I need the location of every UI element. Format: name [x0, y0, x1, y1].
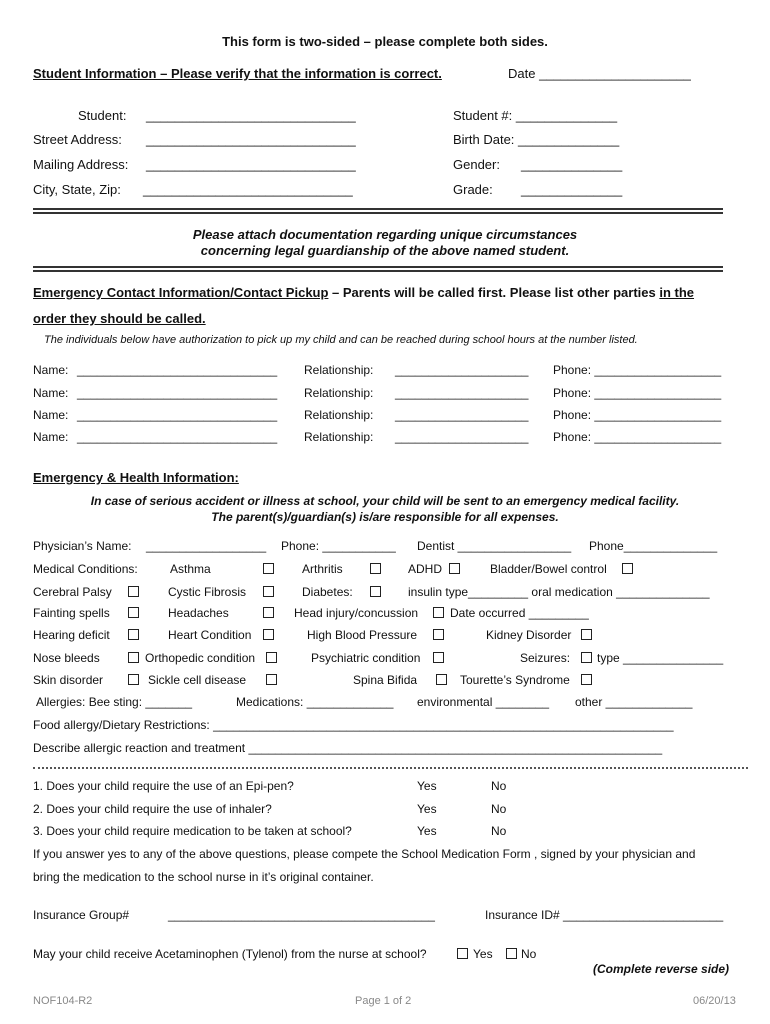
- contact-relationship-field[interactable]: ____________________: [395, 408, 529, 422]
- street-address-field[interactable]: _____________________________: [146, 132, 356, 147]
- tourettes-checkbox[interactable]: [581, 674, 592, 685]
- skin-disorder-checkbox[interactable]: [128, 674, 139, 685]
- health-note-line2: The parent(s)/guardian(s) is/are responsible for all expenses.: [211, 510, 559, 524]
- psychiatric-checkbox[interactable]: [433, 652, 444, 663]
- hearing-deficit-checkbox[interactable]: [128, 629, 139, 640]
- contact-relationship-field[interactable]: ____________________: [395, 363, 529, 377]
- city-state-zip-field[interactable]: _____________________________: [143, 182, 353, 197]
- contact-relationship-label: Relationship:: [304, 408, 374, 422]
- kidney-disorder-checkbox[interactable]: [581, 629, 592, 640]
- dotted-divider: [33, 767, 748, 769]
- epipen-yes[interactable]: Yes: [417, 779, 437, 793]
- emergency-contact-instructions: – Parents will be called first. Please list other parties: [328, 285, 660, 300]
- student-label: Student:: [78, 108, 127, 123]
- contact-name-field[interactable]: ______________________________: [77, 386, 278, 400]
- fainting-label: Fainting spells: [33, 606, 110, 620]
- form-code: NOF104-R2: [33, 995, 93, 1007]
- inhaler-no[interactable]: No: [491, 802, 507, 816]
- emergency-contact-heading: Emergency Contact Information/Contact Pickup: [33, 285, 329, 300]
- contact-relationship-label: Relationship:: [304, 430, 374, 444]
- contact-relationship-field[interactable]: ____________________: [395, 430, 529, 444]
- street-address-label: Street Address:: [33, 132, 122, 147]
- gender-field[interactable]: ______________: [521, 157, 623, 172]
- adhd-label: ADHD: [408, 562, 443, 576]
- headaches-checkbox[interactable]: [263, 607, 274, 618]
- medications-field[interactable]: Medications: _____________: [236, 695, 394, 709]
- insurance-group-field[interactable]: ________________________________________: [168, 908, 435, 922]
- health-note-line1: In case of serious accident or illness at school, your child will be sent to an emergency medical facility.: [90, 494, 680, 508]
- insurance-id-field[interactable]: Insurance ID# ________________________: [485, 908, 724, 922]
- contact-name-field[interactable]: ______________________________: [77, 430, 278, 444]
- contact-name-field[interactable]: ______________________________: [77, 408, 278, 422]
- food-allergy-field[interactable]: Food allergy/Dietary Restrictions: _____________________________________________________________________: [33, 718, 674, 732]
- allergies-bee-sting-field[interactable]: Allergies: Bee sting: _______: [36, 695, 193, 709]
- medication-no[interactable]: No: [491, 824, 507, 838]
- asthma-label: Asthma: [170, 562, 211, 576]
- medical-conditions-label: Medical Conditions:: [33, 562, 138, 576]
- tourettes-label: Tourette’s Syndrome: [460, 673, 570, 687]
- fainting-checkbox[interactable]: [128, 607, 139, 618]
- two-sided-notice: This form is two-sided – please complete both sides.: [222, 34, 548, 49]
- other-allergy-field[interactable]: other _____________: [575, 695, 693, 709]
- insulin-field[interactable]: insulin type_________ oral medication ______________: [408, 585, 710, 599]
- diabetes-label: Diabetes:: [302, 585, 353, 599]
- cystic-fibrosis-checkbox[interactable]: [263, 586, 274, 597]
- question-epipen: 1. Does your child require the use of an Epi-pen?: [33, 779, 294, 793]
- epipen-no[interactable]: No: [491, 779, 507, 793]
- tylenol-question: May your child receive Acetaminophen (Tylenol) from the nurse at school?: [33, 947, 427, 961]
- orthopedic-checkbox[interactable]: [266, 652, 277, 663]
- contact-relationship-label: Relationship:: [304, 363, 374, 377]
- insurance-group-label: Insurance Group#: [33, 908, 130, 922]
- spina-bifida-label: Spina Bifida: [353, 673, 418, 687]
- divider: [33, 208, 723, 214]
- cerebral-palsy-label: Cerebral Palsy: [33, 585, 112, 599]
- seizures-checkbox[interactable]: [581, 652, 592, 663]
- contact-phone-field[interactable]: Phone: ___________________: [553, 408, 722, 422]
- arthritis-label: Arthritis: [302, 562, 343, 576]
- contact-phone-field[interactable]: Phone: ___________________: [553, 363, 722, 377]
- question-inhaler: 2. Does your child require the use of inhaler?: [33, 802, 272, 816]
- grade-label: Grade:: [453, 182, 493, 197]
- guardianship-notice-line1: Please attach documentation regarding unique circumstances: [192, 227, 578, 242]
- heart-condition-checkbox[interactable]: [263, 629, 274, 640]
- emergency-contact-order: in the: [659, 285, 695, 300]
- student-info-title: Student Information – Please verify that the information is correct.: [33, 66, 442, 81]
- headaches-label: Headaches: [168, 606, 229, 620]
- city-state-zip-label: City, State, Zip:: [33, 182, 121, 197]
- tylenol-yes-label: Yes: [473, 947, 493, 961]
- cerebral-palsy-checkbox[interactable]: [128, 586, 139, 597]
- diabetes-checkbox[interactable]: [370, 586, 381, 597]
- nose-bleeds-checkbox[interactable]: [128, 652, 139, 663]
- seizure-type-field[interactable]: type _______________: [597, 651, 724, 665]
- medication-form-note-line2: bring the medication to the school nurse in it’s original container.: [33, 870, 374, 884]
- date-occurred-field[interactable]: Date occurred _________: [450, 606, 589, 620]
- psychiatric-label: Psychiatric condition: [311, 651, 421, 665]
- arthritis-checkbox[interactable]: [370, 563, 381, 574]
- physician-field[interactable]: __________________: [146, 539, 267, 553]
- bladder-label: Bladder/Bowel control: [490, 562, 607, 576]
- date-field[interactable]: Date _____________________: [508, 66, 691, 81]
- form-date: 06/20/13: [693, 995, 736, 1007]
- birth-date-field[interactable]: Birth Date: ______________: [453, 132, 620, 147]
- student-number-field[interactable]: Student #: ______________: [453, 108, 618, 123]
- tylenol-no-checkbox[interactable]: [506, 948, 517, 959]
- complete-reverse-side: (Complete reverse side): [593, 962, 730, 976]
- physician-phone-field[interactable]: Phone: ___________: [281, 539, 396, 553]
- contact-name-field[interactable]: ______________________________: [77, 363, 278, 377]
- contact-phone-field[interactable]: Phone: ___________________: [553, 386, 722, 400]
- divider: [33, 266, 723, 272]
- question-medication: 3. Does your child require medication to be taken at school?: [33, 824, 352, 838]
- dentist-phone-field[interactable]: Phone______________: [589, 539, 718, 553]
- mailing-address-field[interactable]: _____________________________: [146, 157, 356, 172]
- allergic-reaction-field[interactable]: Describe allergic reaction and treatment ______________________________________________________________: [33, 741, 663, 755]
- emergency-contact-order-line2: order they should be called.: [33, 311, 206, 326]
- spina-bifida-checkbox[interactable]: [436, 674, 447, 685]
- contact-name-label: Name:: [33, 408, 69, 422]
- contact-name-label: Name:: [33, 386, 69, 400]
- contact-name-label: Name:: [33, 363, 69, 377]
- sickle-cell-label: Sickle cell disease: [148, 673, 247, 687]
- inhaler-yes[interactable]: Yes: [417, 802, 437, 816]
- adhd-checkbox[interactable]: [449, 563, 460, 574]
- contact-relationship-label: Relationship:: [304, 386, 374, 400]
- health-info-title: Emergency & Health Information:: [33, 470, 239, 485]
- high-blood-pressure-label: High Blood Pressure: [307, 628, 418, 642]
- bladder-checkbox[interactable]: [622, 563, 633, 574]
- contact-name-label: Name:: [33, 430, 69, 444]
- emergency-contact-title: [33, 285, 694, 300]
- cystic-fibrosis-label: Cystic Fibrosis: [168, 585, 247, 599]
- grade-field[interactable]: ______________: [521, 182, 623, 197]
- contact-phone-field[interactable]: Phone: ___________________: [553, 430, 722, 444]
- authorization-note: The individuals below have authorization to pick up my child and can be reached during school hours at the number listed.: [44, 334, 638, 346]
- guardianship-notice-line2: concerning legal guardianship of the above named student.: [200, 243, 570, 258]
- skin-disorder-label: Skin disorder: [33, 673, 104, 687]
- head-injury-label: Head injury/concussion: [294, 606, 419, 620]
- tylenol-no-label: No: [521, 947, 537, 961]
- heart-condition-label: Heart Condition: [168, 628, 252, 642]
- seizures-label: Seizures:: [520, 651, 571, 665]
- kidney-disorder-label: Kidney Disorder: [486, 628, 572, 642]
- head-injury-checkbox[interactable]: [433, 607, 444, 618]
- environmental-field[interactable]: environmental ________: [417, 695, 550, 709]
- dentist-field[interactable]: Dentist _________________: [417, 539, 572, 553]
- medication-yes[interactable]: Yes: [417, 824, 437, 838]
- gender-label: Gender:: [453, 157, 500, 172]
- contact-relationship-field[interactable]: ____________________: [395, 386, 529, 400]
- asthma-checkbox[interactable]: [263, 563, 274, 574]
- nose-bleeds-label: Nose bleeds: [33, 651, 100, 665]
- high-blood-pressure-checkbox[interactable]: [433, 629, 444, 640]
- medication-form-note: If you answer yes to any of the above questions, please compete the School Medication Form , signed by your physician and: [33, 847, 696, 861]
- page-number: Page 1 of 2: [355, 995, 412, 1007]
- physician-label: Physician’s Name:: [33, 539, 132, 553]
- tylenol-yes-checkbox[interactable]: [457, 948, 468, 959]
- student-field[interactable]: _____________________________: [146, 108, 356, 123]
- mailing-address-label: Mailing Address:: [33, 157, 129, 172]
- sickle-cell-checkbox[interactable]: [266, 674, 277, 685]
- hearing-deficit-label: Hearing deficit: [33, 628, 110, 642]
- orthopedic-label: Orthopedic condition: [145, 651, 256, 665]
